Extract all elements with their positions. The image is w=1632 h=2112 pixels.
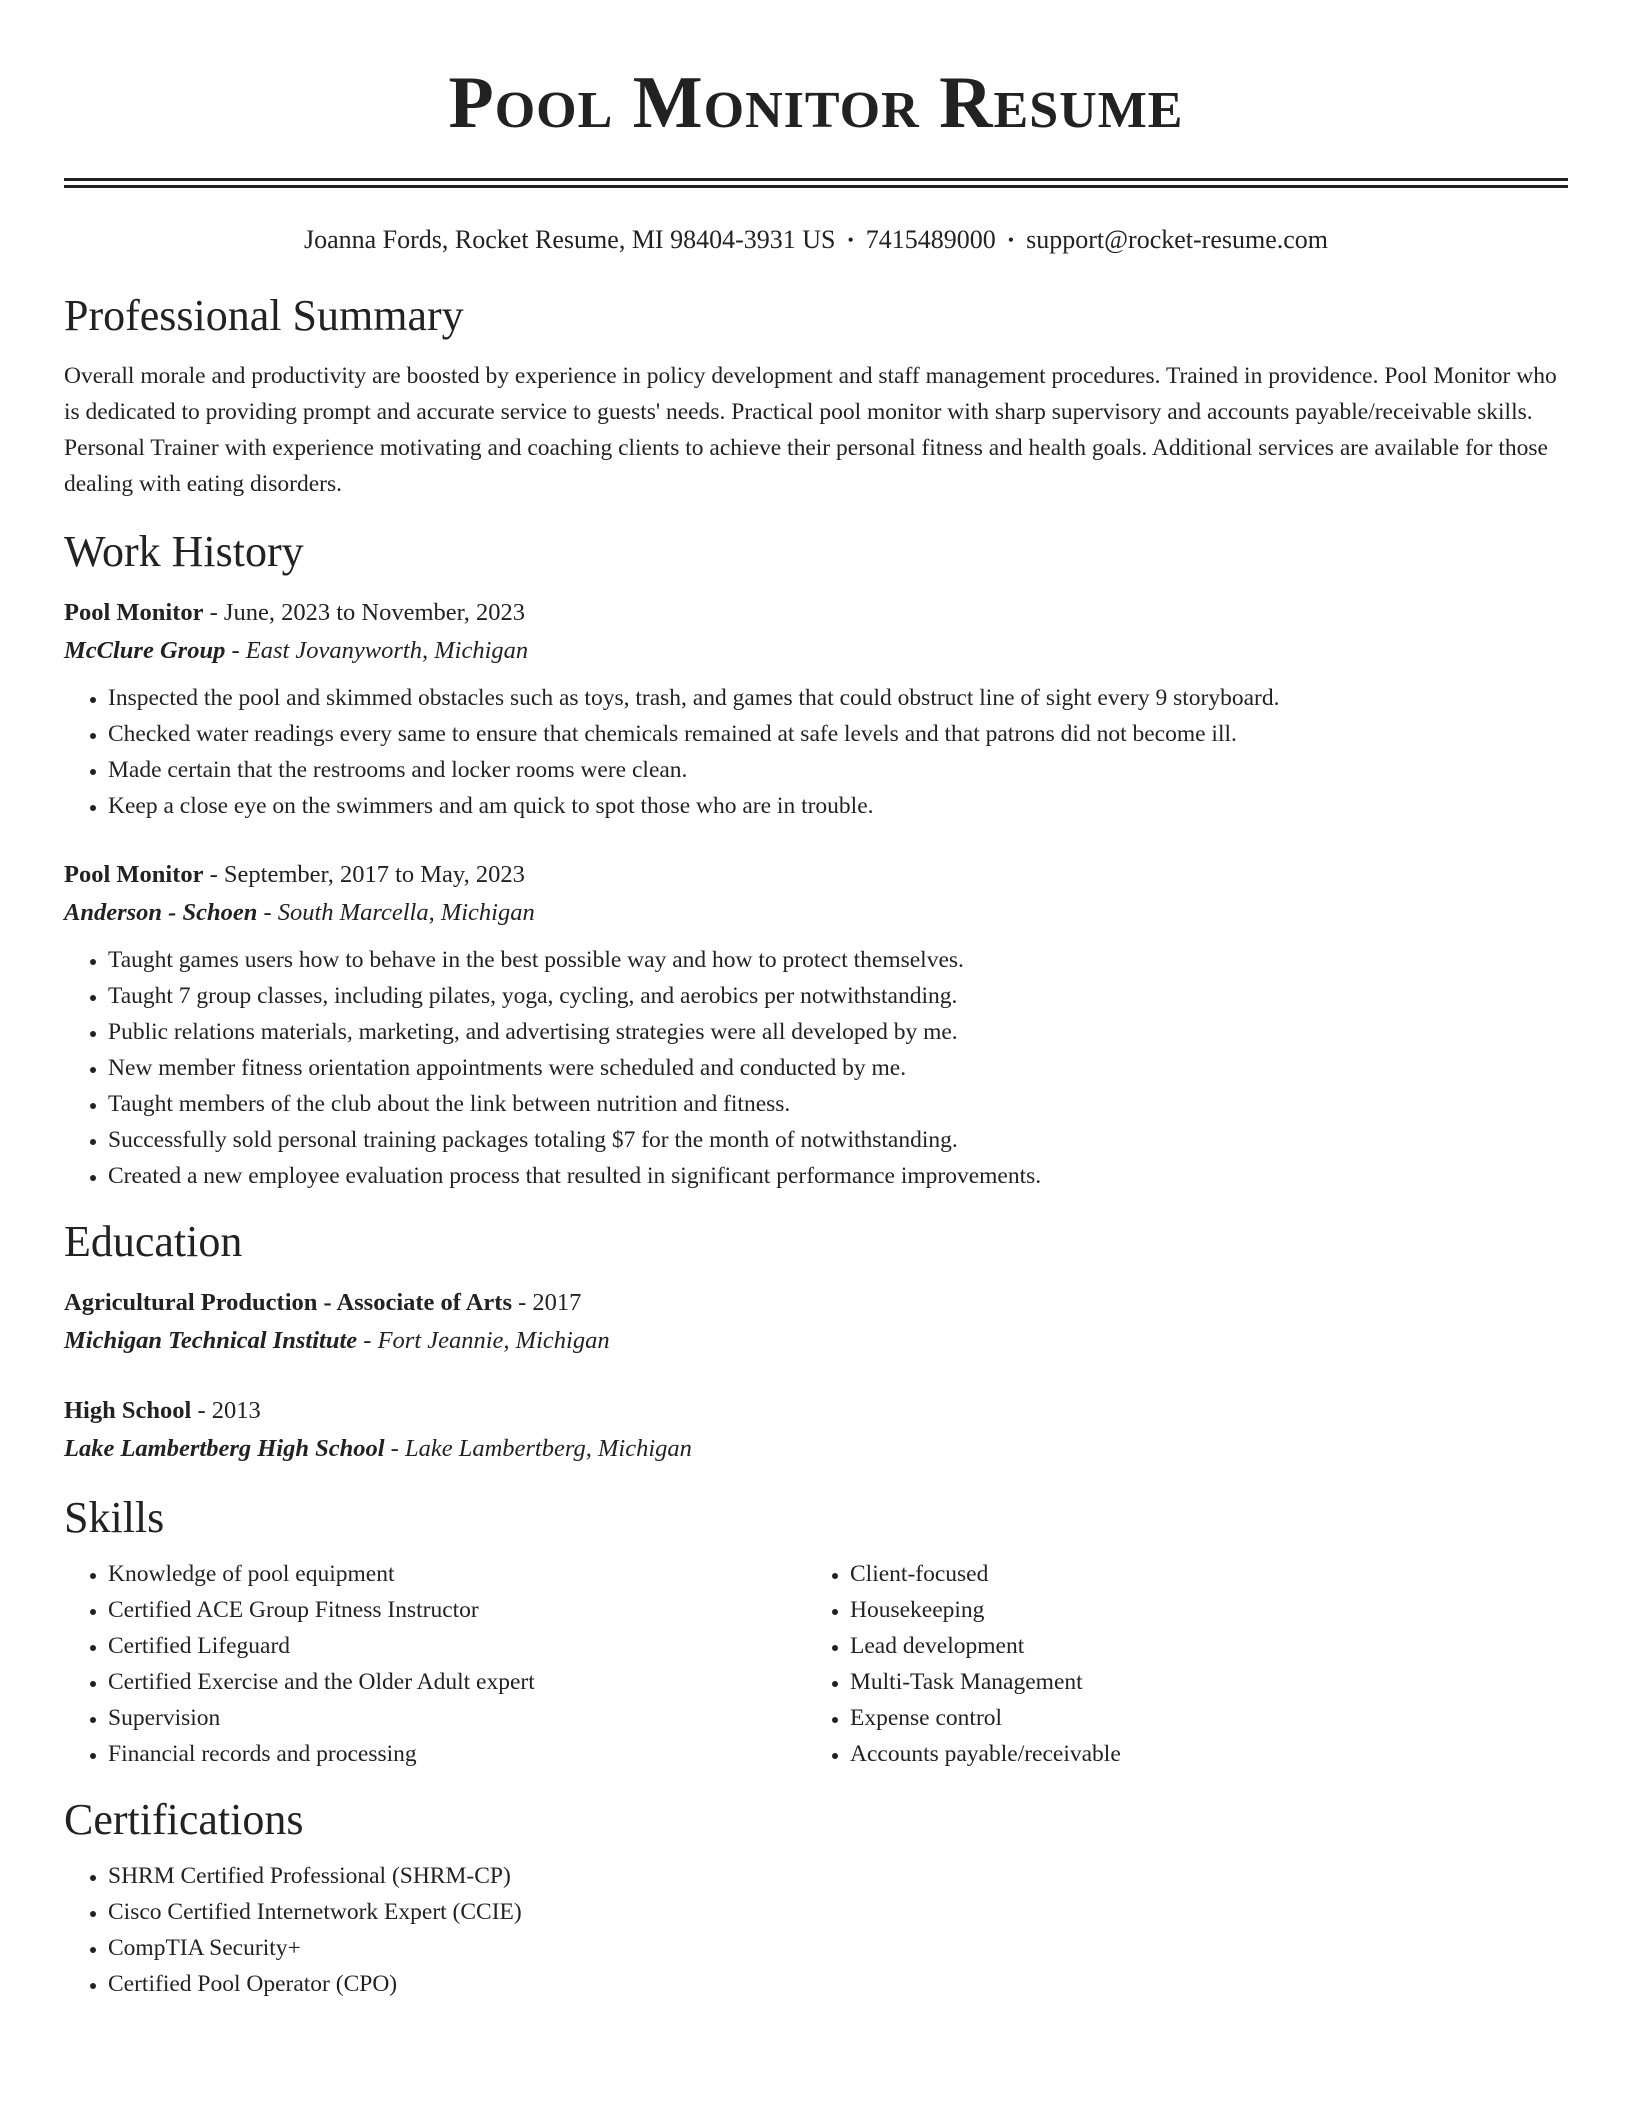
job-title-line <box>64 594 1568 632</box>
contact-email: support@rocket-resume.com <box>1026 225 1329 254</box>
certifications-list <box>64 1858 1568 2002</box>
skill-item: • Financial records and processing <box>108 1736 806 1772</box>
education-degree: High School <box>64 1397 192 1424</box>
skill-item: • Lead development <box>850 1628 1548 1664</box>
education-degree: Agricultural Production - Associate of Arts <box>64 1289 512 1316</box>
summary-text: Overall morale and productivity are boosted by experience in policy development and staff management procedures. Trained in providence. Pool Monitor who is dedicated to providing prompt and accurate service to guests' needs. Practical pool monitor with sharp supervisory and accounts payable/receivable skills. Personal Trainer with experience motivating and coaching clients to achieve their personal fitness and health goals. Additional services are available for those dealing with eating disorders. <box>64 363 1557 497</box>
job-dates: - September, 2017 to May, 2023 <box>203 861 525 888</box>
certification-item: • SHRM Certified Professional (SHRM-CP) <box>108 1858 1568 1894</box>
job-duties-list <box>64 680 1568 824</box>
job-duty-item: • Taught 7 group classes, including pilates, yoga, cycling, and aerobics per notwithstanding. <box>108 978 1568 1014</box>
skill-item: • Certified ACE Group Fitness Instructor <box>108 1592 806 1628</box>
skill-item: • Accounts payable/receivable <box>850 1736 1548 1772</box>
job-duties-list <box>64 942 1568 1194</box>
education-year: - 2013 <box>191 1397 261 1424</box>
education-entry <box>64 1392 1568 1468</box>
job-duty-item: • Created a new employee evaluation process that resulted in significant performance improvements. <box>108 1158 1568 1194</box>
contact-separator-dot: • <box>847 230 854 250</box>
education-school: Lake Lambertberg High School <box>64 1435 385 1462</box>
job-title: Pool Monitor <box>64 599 204 626</box>
education-degree-line <box>64 1284 1568 1322</box>
education-location: - Lake Lambertberg, Michigan <box>384 1435 692 1462</box>
job-duty-item: • Checked water readings every same to ensure that chemicals remained at safe levels and that patrons did not become ill. <box>108 716 1568 752</box>
job-company: McClure Group <box>64 637 226 664</box>
job-title: Pool Monitor <box>64 861 204 888</box>
skill-item: • Housekeeping <box>850 1592 1548 1628</box>
job-title-line <box>64 856 1568 894</box>
contact-address: Joanna Fords, Rocket Resume, MI 98404-3931 US <box>303 225 836 254</box>
education-section <box>64 1216 1568 1468</box>
summary-heading: Professional Summary <box>64 291 464 340</box>
education-year: - 2017 <box>512 1289 582 1316</box>
job-duty-item: • Taught members of the club about the link between nutrition and fitness. <box>108 1086 1568 1122</box>
job-company: Anderson - Schoen <box>64 899 258 926</box>
skill-item: • Knowledge of pool equipment <box>108 1556 806 1592</box>
certification-item: • CompTIA Security+ <box>108 1930 1568 1966</box>
job-dates: - June, 2023 to November, 2023 <box>203 599 526 626</box>
summary-section <box>64 290 1568 502</box>
certification-item: • Cisco Certified Internetwork Expert (CCIE) <box>108 1894 1568 1930</box>
skills-heading: Skills <box>64 1493 165 1542</box>
skills-list-left <box>64 1556 806 1772</box>
job-duty-item: • Public relations materials, marketing, and advertising strategies were all developed by me. <box>108 1014 1568 1050</box>
job-company-line <box>64 632 1568 670</box>
job-location: - South Marcella, Michigan <box>257 899 535 926</box>
skill-item: • Certified Exercise and the Older Adult expert <box>108 1664 806 1700</box>
skills-list-right <box>806 1556 1548 1772</box>
job-company-line <box>64 894 1568 932</box>
certifications-section <box>64 1794 1568 2002</box>
skill-item: • Client-focused <box>850 1556 1548 1592</box>
job-duty-item: • Keep a close eye on the swimmers and am quick to spot those who are in trouble. <box>108 788 1568 824</box>
job-location: - East Jovanyworth, Michigan <box>225 637 529 664</box>
contact-line <box>64 224 1568 256</box>
contact-separator-dot: • <box>1007 230 1015 250</box>
job-entry <box>64 856 1568 1194</box>
skill-item: • Multi-Task Management <box>850 1664 1548 1700</box>
certification-item: • Certified Pool Operator (CPO) <box>108 1966 1568 2002</box>
education-school-line <box>64 1322 1568 1360</box>
job-duty-item: • Made certain that the restrooms and locker rooms were clean. <box>108 752 1568 788</box>
education-school: Michigan Technical Institute <box>64 1327 358 1354</box>
work-history-heading: Work History <box>64 527 304 576</box>
job-duty-item: • Successfully sold personal training packages totaling $7 for the month of notwithstanding. <box>108 1122 1568 1158</box>
education-degree-line <box>64 1392 1568 1430</box>
skills-columns <box>64 1556 1568 1772</box>
job-entry <box>64 594 1568 824</box>
job-duty-item: • New member fitness orientation appointments were scheduled and conducted by me. <box>108 1050 1568 1086</box>
resume-title: Pool Monitor Resume <box>448 62 1184 144</box>
title-divider <box>64 178 1568 188</box>
contact-phone: 7415489000 <box>865 225 996 254</box>
certifications-heading: Certifications <box>64 1795 304 1844</box>
skill-item: • Certified Lifeguard <box>108 1628 806 1664</box>
education-location: - Fort Jeannie, Michigan <box>357 1327 610 1354</box>
job-duty-item: • Taught games users how to behave in the best possible way and how to protect themselves. <box>108 942 1568 978</box>
work-history-section <box>64 526 1568 1194</box>
skill-item: • Supervision <box>108 1700 806 1736</box>
education-school-line <box>64 1430 1568 1468</box>
job-duty-item: • Inspected the pool and skimmed obstacles such as toys, trash, and games that could obstruct line of sight every 9 storyboard. <box>108 680 1568 716</box>
education-entry <box>64 1284 1568 1360</box>
skills-section <box>64 1492 1568 1772</box>
skill-item: • Expense control <box>850 1700 1548 1736</box>
education-heading: Education <box>64 1217 243 1266</box>
